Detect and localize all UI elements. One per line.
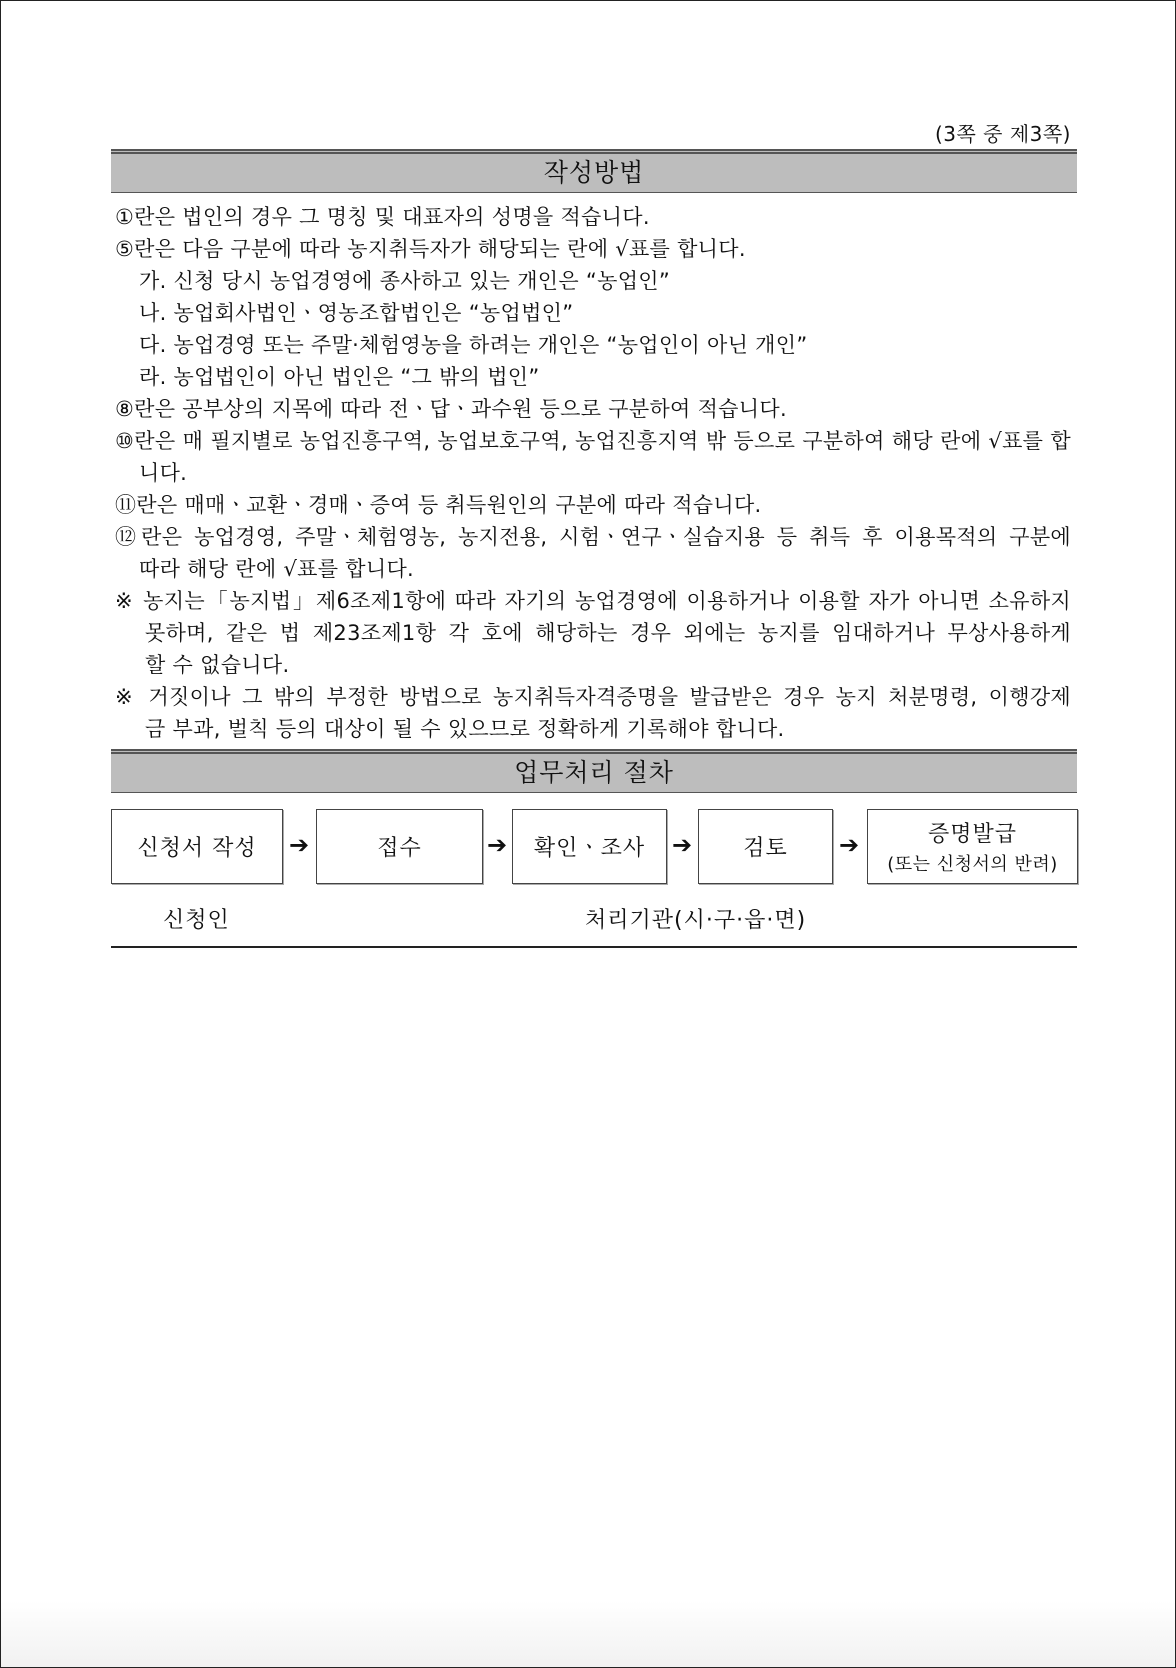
instruction-subitem: 라. 농업법인이 아닌 법인은 “그 밖의 법인” (139, 365, 540, 389)
note-line: ※ 농지는「농지법」제6조제1항에 따라 자기의 농업경영에 이용하거나 이용할 자가 아니면 소유하지 (115, 589, 1071, 613)
processing-agency-label: 처리기관(시·구·읍·면) (585, 908, 807, 933)
instruction-line-continued: 니다. (139, 461, 188, 485)
step-label: 확인ㆍ조사 (533, 836, 646, 861)
note-line-continued: 못하며, 같은 법 제23조제1항 각 호에 해당하는 경우 외에는 농지를 임대하거나 무상사용하게 (145, 621, 1071, 645)
arrow-right-icon: ➔ (672, 831, 693, 859)
instruction-line: ⑩란은 매 필지별로 농업진흥구역, 농업보호구역, 농업진흥지역 밖 등으로 구분하여 해당 란에 √표를 합 (115, 429, 1071, 453)
step-label: 접수 (377, 836, 422, 861)
instruction-line: ⑪란은 매매ㆍ교환ㆍ경매ㆍ증여 등 취득원인의 구분에 따라 적습니다. (115, 493, 762, 517)
step-certificate-issuance (867, 809, 1078, 884)
page-number: (3쪽 중 제3쪽) (934, 122, 1071, 146)
instruction-line: ⑫란은 농업경영, 주말ㆍ체험영농, 농지전용, 시험ㆍ연구ㆍ실습지용 등 취득 후 이용목적의 구분에 (115, 525, 1071, 549)
instructions-body (115, 201, 1071, 745)
step-label: 신청서 작성 (137, 836, 257, 861)
bottom-divider (111, 946, 1077, 948)
step-label: 증명발급 (927, 822, 1017, 847)
step-application-writing (111, 809, 283, 884)
instruction-line-continued: 따라 해당 란에 √표를 합니다. (139, 557, 415, 581)
note-line-continued: 할 수 없습니다. (145, 653, 290, 677)
instruction-line: ⑧란은 공부상의 지목에 따라 전ㆍ답ㆍ과수원 등으로 구분하여 적습니다. (115, 397, 787, 421)
step-review (698, 809, 833, 884)
section-title-procedure: 업무처리 절차 (111, 749, 1077, 793)
page-bottom-shade (1, 1601, 1175, 1667)
note-line: ※ 거짓이나 그 밖의 부정한 방법으로 농지취득자격증명을 발급받은 경우 농지 처분명령, 이행강제 (115, 685, 1071, 709)
instruction-subitem: 가. 신청 당시 농업경영에 종사하고 있는 개인은 “농업인” (139, 269, 671, 293)
step-note: (또는 신청서의 반려) (887, 854, 1058, 875)
arrow-right-icon: ➔ (839, 831, 860, 859)
section-title-instructions: 작성방법 (111, 149, 1077, 193)
step-receipt (316, 809, 483, 884)
step-label: 검토 (743, 836, 788, 861)
arrow-right-icon: ➔ (487, 831, 508, 859)
instruction-subitem: 다. 농업경영 또는 주말·체험영농을 하려는 개인은 “농업인이 아닌 개인” (139, 333, 808, 357)
instruction-line: ①란은 법인의 경우 그 명칭 및 대표자의 성명을 적습니다. (115, 205, 650, 229)
instruction-subitem: 나. 농업회사법인ㆍ영농조합법인은 “농업법인” (139, 301, 574, 325)
instruction-line: ⑤란은 다음 구분에 따라 농지취득자가 해당되는 란에 √표를 합니다. (115, 237, 746, 261)
applicant-label: 신청인 (163, 908, 230, 933)
step-verification-investigation (512, 809, 667, 884)
note-line-continued: 금 부과, 벌칙 등의 대상이 될 수 있으므로 정확하게 기록해야 합니다. (145, 717, 785, 741)
arrow-right-icon: ➔ (289, 831, 310, 859)
